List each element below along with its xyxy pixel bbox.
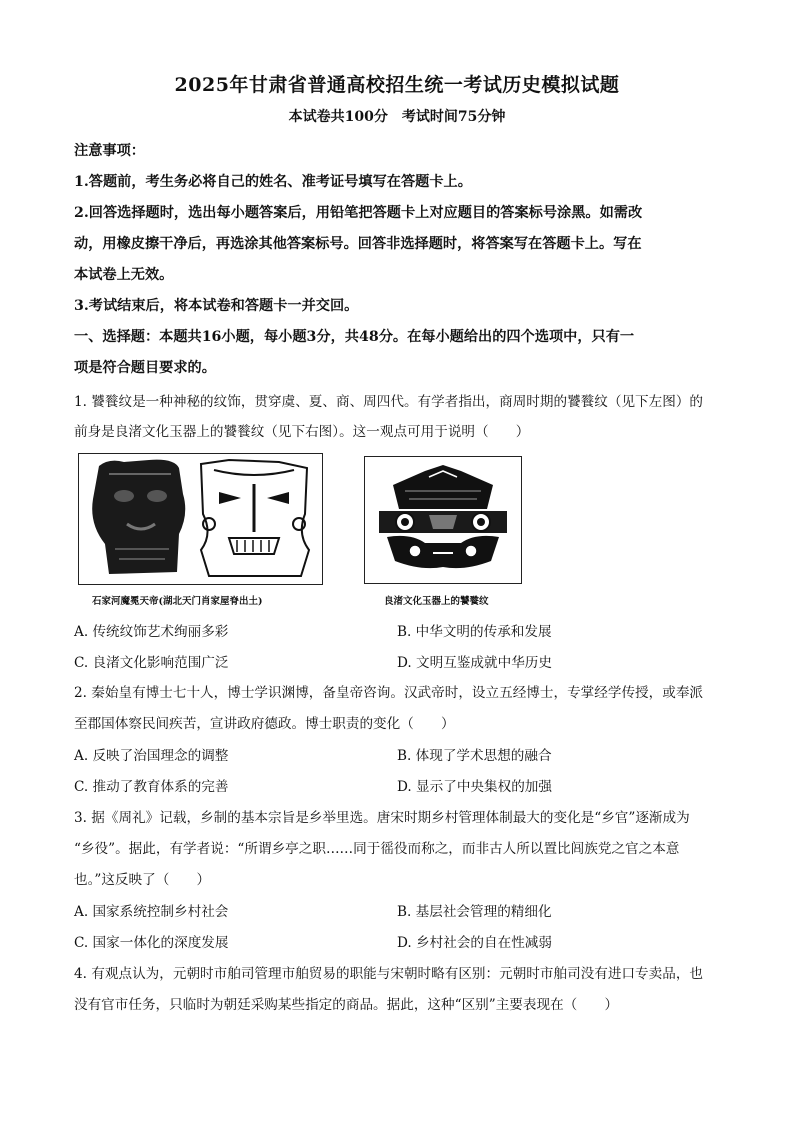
question-3-option-b: B. 基层社会管理的精细化 [397, 904, 552, 920]
question-4-line-1: 4. 有观点认为，元朝时市舶司管理市舶贸易的职能与宋朝时略有区别：元朝时市舶司没有进口专卖品，也 [74, 966, 704, 982]
figure-left-svg [79, 454, 322, 584]
notice-item-2-line-1: 2.回答选择题时，选出每小题答案后，用铅笔把答题卡上对应题目的答案标号涂黑。如需改 [74, 205, 643, 221]
exam-subtitle: 本试卷共100分 考试时间75分钟 [288, 109, 506, 125]
figure-right-svg [365, 457, 521, 583]
question-2-line-2: 至郡国体察民间疾苦，宣讲政府德政。博士职责的变化（ ） [74, 716, 455, 732]
notice-heading: 注意事项： [74, 143, 145, 159]
question-2-line-1: 2. 秦始皇有博士七十人，博士学识渊博，备皇帝咨询。汉武帝时，设立五经博士，专掌经学传授，或奉派 [74, 685, 704, 701]
question-2-option-d: D. 显示了中央集权的加强 [397, 779, 552, 795]
question-3-option-a: A. 国家系统控制乡村社会 [74, 904, 229, 920]
question-2-option-c: C. 推动了教育体系的完善 [74, 779, 229, 795]
figure-left-taotie-image [78, 453, 323, 585]
notice-item-2-line-2: 动，用橡皮擦干净后，再选涂其他答案标号。回答非选择题时，将答案写在答题卡上。写在 [74, 236, 642, 252]
figure-right-caption: 良渚文化玉器上的饕餮纹 [384, 596, 489, 607]
question-1-option-c: C. 良渚文化影响范围广泛 [74, 655, 229, 671]
question-1-option-a: A. 传统纹饰艺术绚丽多彩 [74, 624, 229, 640]
section-1-line-1: 一、选择题：本题共16小题，每小题3分，共48分。在每小题给出的四个选项中，只有一 [74, 329, 635, 345]
question-3-line-2: “乡役”。据此，有学者说：“所谓乡亭之职……同于徭役而称之，而非古人所以置比闾族党之官之本意 [74, 841, 680, 857]
figure-right-taotie-image [364, 456, 522, 584]
question-2-option-b: B. 体现了学术思想的融合 [397, 748, 552, 764]
exam-title: 2025年甘肃省普通高校招生统一考试历史模拟试题 [174, 74, 620, 96]
question-3-option-c: C. 国家一体化的深度发展 [74, 935, 229, 951]
section-1-line-2: 项是符合题目要求的。 [74, 360, 216, 376]
question-1-option-b: B. 中华文明的传承和发展 [397, 624, 552, 640]
question-2-option-a: A. 反映了治国理念的调整 [74, 748, 229, 764]
question-3-line-3: 也。”这反映了（ ） [74, 872, 211, 888]
notice-item-3: 3.考试结束后，将本试卷和答题卡一并交回。 [74, 298, 359, 314]
question-1-option-d: D. 文明互鉴成就中华历史 [397, 655, 552, 671]
question-3-line-1: 3. 据《周礼》记载，乡制的基本宗旨是乡举里选。唐宋时期乡村管理体制最大的变化是“乡官”逐渐成为 [74, 810, 690, 826]
notice-item-2-line-3: 本试卷上无效。 [74, 267, 174, 283]
notice-item-1: 1.答题前，考生务必将自己的姓名、准考证号填写在答题卡上。 [74, 174, 472, 190]
question-3-option-d: D. 乡村社会的自在性减弱 [397, 935, 552, 951]
question-1-line-2: 前身是良渚文化玉器上的饕餮纹（见下右图）。这一观点可用于说明（ ） [74, 424, 530, 440]
question-4-line-2: 没有官市任务，只临时为朝廷采购某些指定的商品。据此，这种“区别”主要表现在（ ） [74, 997, 619, 1013]
figure-left-caption: 石家河魔冕天帝(湖北天门肖家屋脊出土) [92, 596, 263, 607]
question-1-line-1: 1. 饕餮纹是一种神秘的纹饰，贯穿虞、夏、商、周四代。有学者指出，商周时期的饕餮纹（见下左图）的 [74, 394, 704, 410]
